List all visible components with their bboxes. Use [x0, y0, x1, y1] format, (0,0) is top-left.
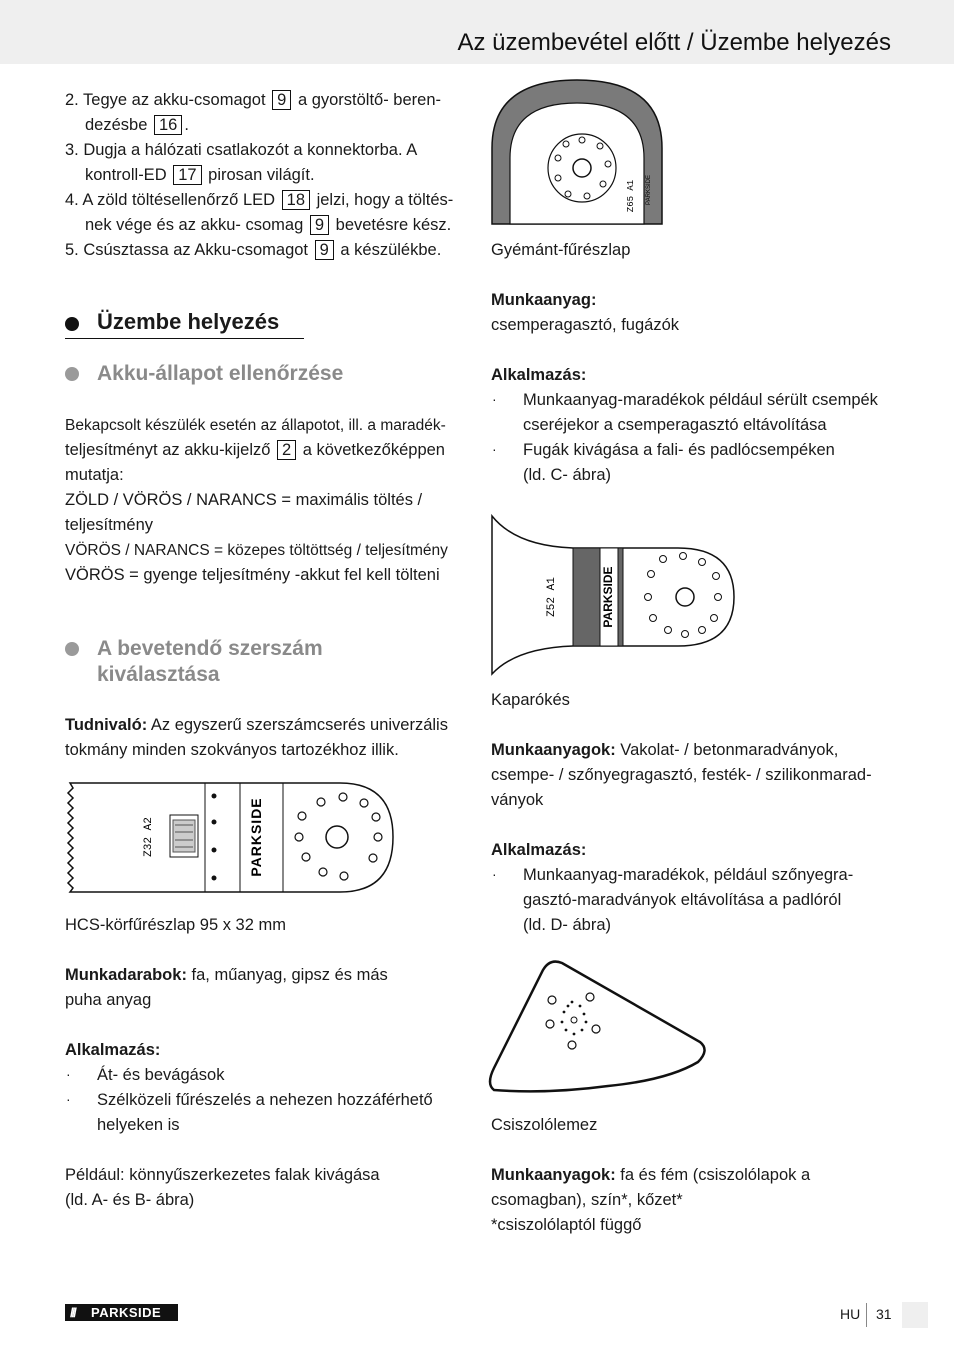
scraper-materials-line-1: Munkaanyagok: Vakolat- / betonmaradványok,: [491, 741, 839, 759]
subsection-bullet-icon: [65, 642, 79, 656]
diamond-app-item-2: Fugák kivágása a fali- és padlócsempéken: [523, 441, 835, 459]
page-number: 31: [876, 1306, 892, 1322]
blade1-brand-label: PARKSIDE: [248, 797, 264, 877]
scraper-caption: Kaparókés: [491, 691, 570, 709]
scraper-materials-line-3: ványok: [491, 791, 544, 809]
scraper-materials-line-2: csempe- / szőnyegragasztó, festék- / szilikonmarad-: [491, 766, 872, 784]
example-line-2: (ld. A- és B- ábra): [65, 1191, 195, 1209]
step-3-line-1: 3. Dugja a hálózati csatlakozót a konnektorba. A: [65, 141, 418, 159]
bullet-dot: ·: [492, 866, 497, 882]
diamond-code-label: Z65 A1: [626, 179, 636, 213]
workpieces-line-2: puha anyag: [65, 991, 152, 1009]
workpieces-line-1: Munkadarabok: fa, műanyag, gipsz és más: [65, 966, 388, 984]
footer-language: HU: [840, 1306, 861, 1322]
battery-text-line-7: VÖRÖS = gyenge teljesítmény -akkut fel kell tölteni: [65, 566, 440, 584]
page-header-title: Az üzembevétel előtt / Üzembe helyezés: [457, 29, 891, 56]
battery-text-line-3: mutatja:: [65, 466, 124, 484]
bullet-dot: ·: [66, 1066, 71, 1082]
subsection-tool-title: A bevetendő szerszám kiválasztása: [97, 636, 323, 688]
battery-text-line-5: teljesítmény: [65, 516, 154, 534]
battery-text-line-6: VÖRÖS / NARANCS = közepes töltöttség / teljesítmény: [65, 542, 448, 559]
diamond-application-label: Alkalmazás:: [491, 366, 587, 384]
scraper-app-item-1: Munkaanyag-maradékok, például szőnyegra-: [523, 866, 854, 884]
battery-text-line-4: ZÖLD / VÖRÖS / NARANCS = maximális töltés /: [65, 491, 423, 509]
example-line-1: Például: könnyűszerkezetes falak kivágása: [65, 1166, 380, 1184]
bullet-dot: ·: [492, 391, 497, 407]
bullet-dot: ·: [66, 1091, 71, 1107]
subsection-bullet-icon: [65, 367, 79, 381]
diamond-app-item-1: Munkaanyag-maradékok például sérült csempék: [523, 391, 878, 409]
diamond-brand-label: PARKSIDE: [646, 175, 652, 205]
step-2-line-1: 2. Tegye az akku-csomagot 9 a gyorstöltő- beren-: [65, 91, 442, 109]
section-title-underline: [65, 338, 304, 339]
blade1-caption: HCS-körfűrészlap 95 x 32 mm: [65, 916, 286, 934]
battery-text-line-2: teljesítményt az akku-kijelző 2 a következőképpen: [65, 441, 445, 459]
sander-materials-line-2: csomagban), szín*, kőzet*: [491, 1191, 683, 1209]
scraper-blade-image: [488, 512, 738, 678]
step-3-line-2: kontroll-ED 17 pirosan világít.: [85, 166, 315, 184]
section-title: Üzembe helyezés: [97, 309, 279, 335]
sander-caption: Csiszolólemez: [491, 1116, 598, 1134]
page-corner-box: [902, 1302, 928, 1328]
scraper-app-item-1-cont: gasztó-maradványok eltávolítása a padlóról: [523, 891, 842, 909]
step-2-line-2: dezésbe 16 .: [85, 116, 189, 134]
application-item-2-cont: helyeken is: [97, 1116, 180, 1134]
diamond-app-item-2-cont: (ld. C- ábra): [523, 466, 612, 484]
note-line-2: tokmány minden szokványos tartozékhoz illik.: [65, 741, 399, 759]
parkside-logo: /// PARKSIDE: [65, 1304, 178, 1321]
blade1-code-label: Z32 A2: [143, 817, 155, 857]
scraper-code-label: Z52 A1: [546, 577, 558, 617]
scraper-application-label: Alkalmazás:: [491, 841, 587, 859]
sander-materials-line-1: Munkaanyagok: fa és fém (csiszolólapok a: [491, 1166, 811, 1184]
scraper-app-item-1-cont2: (ld. D- ábra): [523, 916, 612, 934]
note-line-1: Tudnivaló: Az egyszerű szerszámcserés univerzális: [65, 716, 448, 734]
diamond-saw-blade-image: [490, 78, 664, 226]
material-label: Munkaanyag:: [491, 291, 597, 309]
step-4-line-1: 4. A zöld töltésellenőrző LED 18 jelzi, hogy a töltés-: [65, 191, 454, 209]
hcs-saw-blade-image: [65, 780, 395, 895]
sander-materials-line-3: *csiszolólaptól függő: [491, 1216, 642, 1234]
bullet-dot: ·: [492, 441, 497, 457]
sanding-plate-image: [488, 958, 710, 1096]
scraper-brand-label: PARKSIDE: [601, 566, 616, 628]
material-text: csemperagasztó, fugázók: [491, 316, 680, 334]
section-bullet-icon: [65, 317, 79, 331]
diamond-caption: Gyémánt-fűrészlap: [491, 241, 631, 259]
step-5-line: 5. Csúsztassa az Akku-csomagot 9 a készülékbe.: [65, 241, 442, 259]
subsection-battery-title: Akku-állapot ellenőrzése: [97, 361, 343, 387]
battery-text-line-1: Bekapcsolt készülék esetén az állapotot, ill. a maradék-: [65, 417, 446, 434]
logo-slashes-icon: ///: [70, 1305, 75, 1320]
diamond-app-item-1-cont: cseréjekor a csemperagasztó eltávolítása: [523, 416, 827, 434]
application-item-2: Szélközeli fűrészelés a nehezen hozzáférhető: [97, 1091, 433, 1109]
application-item-1: Át- és bevágások: [97, 1066, 225, 1084]
step-4-line-2: nek vége és az akku- csomag 9 bevetésre kész.: [85, 216, 452, 234]
application-label: Alkalmazás:: [65, 1041, 161, 1059]
footer-divider: [866, 1303, 867, 1327]
